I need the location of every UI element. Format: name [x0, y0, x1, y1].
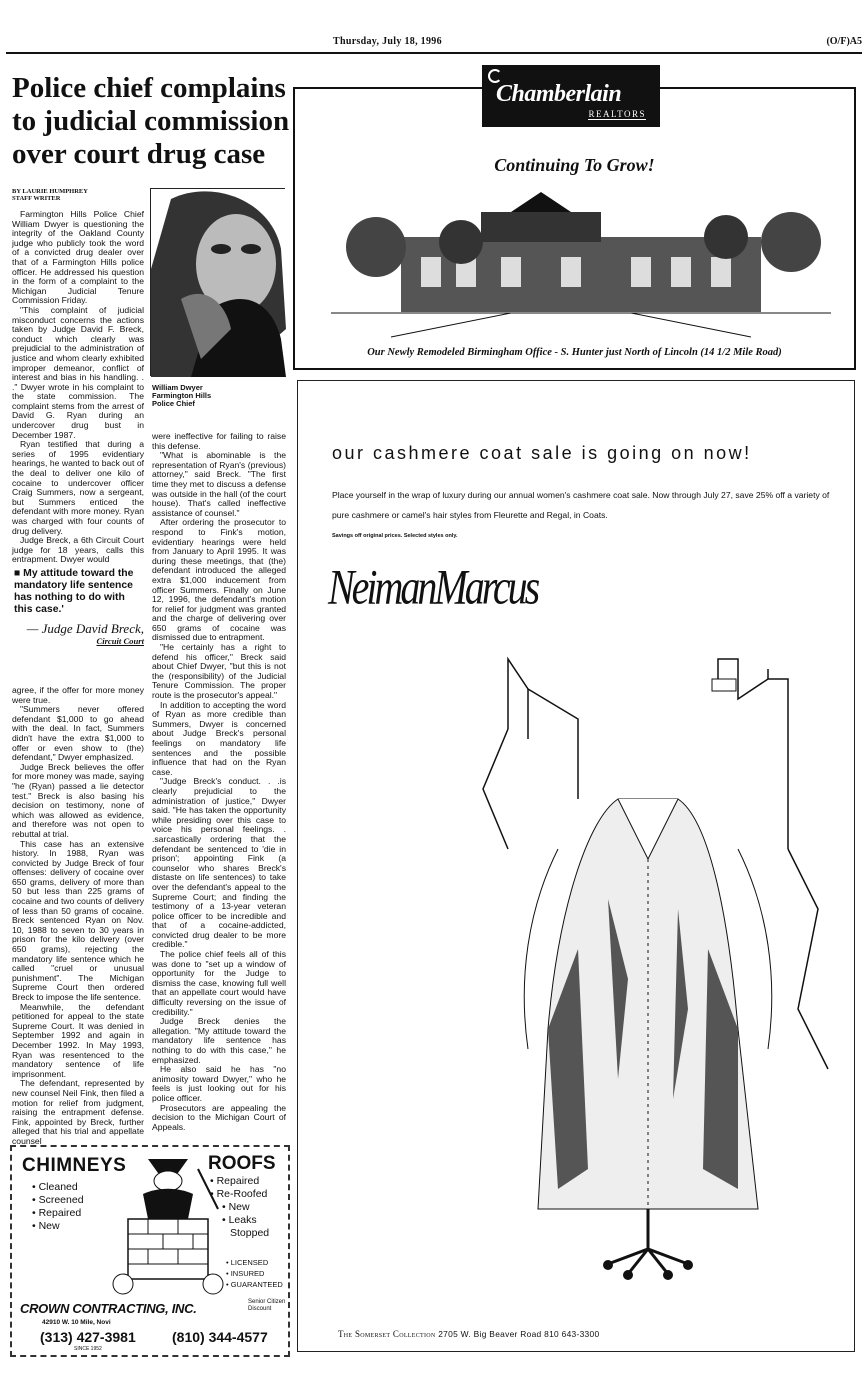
article-headline: Police chief complains to judicial commission over court drug case [12, 72, 290, 170]
list-item: Stopped [230, 1227, 270, 1239]
list-item: • Repaired [210, 1175, 269, 1188]
paragraph: Judge Breck believes the offer for more money was made, saying "he (Ryan) passed a lie detector test." Breck is also basing his decision on testimony, none of which was allowed as evidence, and therefore was not open to rebuttal at trial. [12, 761, 144, 839]
pull-quote-attribution: — Judge David Breck, [26, 621, 144, 636]
cashmere-coat-illustration [468, 649, 848, 1289]
paragraph: Judge Breck, a 6th Circuit Court judge for 18 years, calls this entrapment. Dwyer would [12, 535, 144, 565]
list-item: • Cleaned [32, 1181, 84, 1194]
paragraph: The police chief feels all of this was done to "set up a window of opportunity for the Judge to dismiss the case, knowing full well that an appellate court would have difficulty reversing on the issue of credibility." [152, 949, 286, 1017]
list-item: • New [32, 1220, 84, 1233]
license-list [226, 1257, 283, 1290]
neiman-marcus-logo: NeimanMarcus [328, 558, 538, 615]
office-building-illustration [331, 187, 831, 337]
pull-quote [14, 568, 144, 646]
ad-body: Place yourself in the wrap of luxury during our annual women's cashmere coat sale. Now through July 27, save 25% off a variety of pure cashmere or camel's hair styles from Fleurette and Regal, in Coats. [332, 490, 830, 520]
list-item: • New [210, 1201, 269, 1214]
pull-quote-title: Circuit Court [96, 636, 144, 646]
chimney-sweep-illustration [108, 1149, 228, 1299]
paragraph: The defendant, represented by new counsel Neil Fink, then filed a motion for relief from judgment, raising the entrapment defense. Fink, appointed by Breck, further alleged that his trial and appellate counsel [12, 1078, 144, 1146]
byline-title: STAFF WRITER [12, 195, 61, 202]
slogan: Continuing To Grow! [494, 155, 655, 175]
paragraph: "He certainly has a right to defend his officer," Breck said about Chief Dwyer, "but this is not the (responsibility) of the Judicial Tenure Commission. The proper route is the prosecutor's appeal." [152, 642, 286, 701]
chimneys-roofs-ad [10, 1145, 290, 1357]
header-rule [6, 52, 862, 54]
page-number: (O/F)A5 [826, 36, 862, 47]
paragraph: After ordering the prosecutor to respond to Fink's motion, evidentiary hearings were held from January to April 1995. It was during these meetings, that (the) defendant introduced the alleged extra $1,000 inducement from officer Summers. Finally on June 12, 1996, the defendant's motion for relief for judgment was granted and the charge of delivering over 650 grams of cocaine was dismissed due to entrapment. [152, 517, 286, 643]
pull-quote-body: My attitude toward the mandatory life sentence has nothing to do with this case.' [14, 568, 134, 615]
ad-fine-print: Savings off original prices. Selected styles only. [332, 533, 458, 539]
paragraph: agree, if the offer for more money were true. [12, 685, 144, 705]
list-item: • Re-Roofed [210, 1188, 269, 1201]
since-year: SINCE 1952 [74, 1346, 102, 1352]
list-item: • GUARANTEED [226, 1279, 283, 1290]
police-chief-photo [150, 188, 285, 376]
issue-date: Thursday, July 18, 1996 [333, 36, 442, 47]
article-column-2 [152, 432, 286, 1136]
phone-810: (810) 344-4577 [172, 1329, 268, 1345]
paragraph: He also said he has "no animosity toward Dwyer," who he feels is just looking out for his police officer. [152, 1064, 286, 1103]
paragraph: This case has an extensive history. In 1988, Ryan was convicted by Judge Breck of four offenses: delivery of cocaine over 650 grams, delivery of more than 50 but less than 225 grams of cocaine and two counts of delivery of less than 50 grams of cocaine. Breck sentenced Ryan on Nov. 10, 1988 to seven to 30 years in prison for the kilo delivery (over 650 grams), rejecting the mandatory life sentence which he called "cruel or unusual punishment". The Michigan Supreme Court then ordered Breck to impose the life sentence. [12, 838, 144, 1002]
phone-313: (313) 427-3981 [40, 1329, 136, 1345]
ad-headline: our cashmere coat sale is going on now! [332, 443, 752, 463]
paragraph: Farmington Hills Police Chief William Dwyer is questioning the integrity of the Oakland County judge who publicly took the word of a convicted drug dealer over that of a Farmington Hills police officer. He addressed his question in the form of a complaint to the Michigan Judicial Tenure Commission Friday. [12, 209, 144, 306]
paragraph: Prosecutors are appealing the decision to the Michigan Court of Appeals. [152, 1102, 286, 1132]
byline [12, 188, 88, 202]
paragraph: Ryan testified that during a series of 1995 evidentiary hearings, he wanted to back out of the deal to deliver one kilo of cocaine to undercover officer Craig Summers, now a sergeant, but Summers enticed the defendant with more money. Ryan was charged with four counts of drug delivery. [12, 439, 144, 536]
paragraph: Judge Breck denies the allegation. "My attitude toward the mandatory life sentence has nothing to do with this case," he emphasized. [152, 1016, 286, 1065]
chimneys-title: CHIMNEYS [22, 1155, 127, 1176]
ad-footer [338, 1329, 599, 1339]
article-column-3 [12, 685, 144, 1146]
article-column-1 [12, 209, 144, 565]
chamberlain-realtors-ad [293, 81, 856, 370]
pull-quote-text: ■ My attitude toward the mandatory life sentence has nothing to do with this case.' [14, 568, 134, 615]
senior-discount: Senior Citizen Discount [248, 1299, 286, 1312]
paragraph: "Summers never offered defendant $1,000 to go ahead with the deal. In fact, Summers didn't have the extra $1,000 to offer or even show to (the) defendant," Dwyer emphasized. [12, 704, 144, 763]
caption-name: William Dwyer [152, 383, 203, 392]
list-item: • Repaired [32, 1207, 84, 1220]
paragraph: In addition to accepting the word of Ryan as more credible than Summers, Dwyer is concerned about Judge Breck's personal feelings on mandatory life sentences and the possible influence that had on the Ryan case. [152, 699, 286, 777]
list-item: • Leaks [210, 1214, 269, 1227]
paragraph: "Judge Breck's conduct. . .is clearly prejudicial to the administration of justice," Dwyer said. "He has taken the opportunity while presiding over this case to voice his personal feelings. . .sarcastically ordering that the defendant be sentenced to 'die in prison'; appointing Fink (a counselor who shares Breck's distaste on life sentences) to take over the defendant's appeal to the Supreme Court; and finding the testimony of a 13-year veteran police officer to be incredible and that of a cocaine-addicted, convicted drug dealer to be more credible." [152, 776, 286, 950]
footer-brand: The Somerset Collection [338, 1329, 436, 1339]
logo-name: Chamberlain [496, 81, 622, 107]
office-caption: Our Newly Remodeled Birmingham Office - S. Hunter just North of Lincoln (14 1/2 Mile Road) [367, 347, 782, 358]
company-address: 42910 W. 10 Mile, Novi [42, 1319, 111, 1326]
neiman-marcus-ad [297, 380, 855, 1352]
list-item: • LICENSED [226, 1257, 283, 1268]
photo-caption [152, 384, 211, 408]
paragraph: "This complaint of judicial misconduct concerns the actions taken by Judge David F. Breck, conduct which clearly was prejudicial to the administration of justice and whom clearly exhibited improper demeanor, conflict of interest and bias in his handling. . ." Dwyer wrote in his complaint to the state commission. The complaint stems from the arrest of David G. Ryan during an undercover drug bust in December 1987. [12, 304, 144, 440]
list-item: • INSURED [226, 1268, 283, 1279]
caption-place: Farmington Hills [152, 391, 212, 400]
company-name: CROWN CONTRACTING, INC. [20, 1301, 197, 1316]
paragraph: Meanwhile, the defendant petitioned for appeal to the state Supreme Court. It was denied in September 1992 and again in December 1992. In May 1993, Ryan was resentenced to the mandatory sentence of life imprisonment. [12, 1001, 144, 1079]
caption-title: Police Chief [152, 399, 195, 408]
list-item: • Screened [32, 1194, 84, 1207]
byline-name: BY LAURIE HUMPHREY [12, 188, 88, 195]
logo-sub: REALTORS [588, 109, 646, 119]
chimney-services [32, 1181, 84, 1233]
footer-address: 2705 W. Big Beaver Road 810 643-3300 [438, 1329, 600, 1339]
paragraph: "What is abominable is the representation of Ryan's (previous) attorney," said Breck. "The first time they met to discuss a defense was outside in the hall (of the court house). That's called ineffective assistance of counsel." [152, 450, 286, 518]
paragraph: were ineffective for failing to raise this defense. [152, 431, 286, 451]
roofs-title: ROOFS [208, 1153, 276, 1174]
chamberlain-logo [482, 65, 660, 127]
